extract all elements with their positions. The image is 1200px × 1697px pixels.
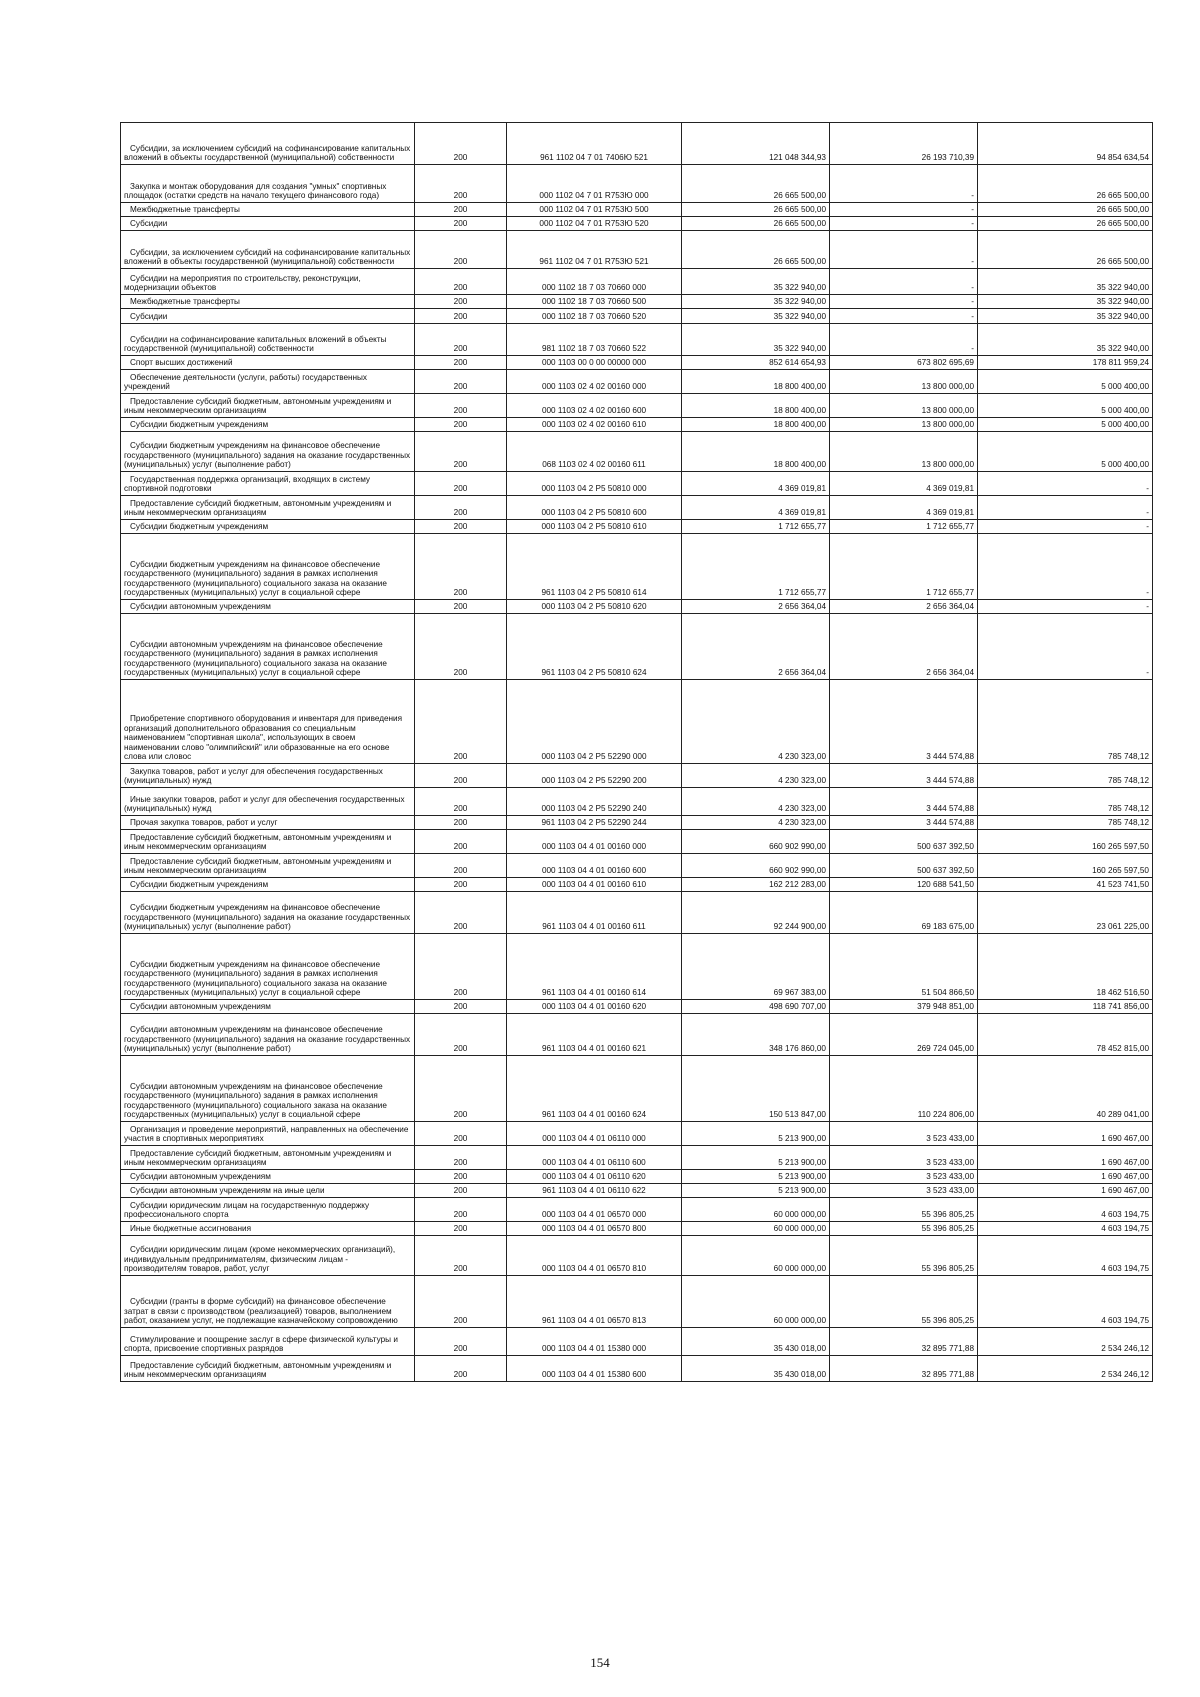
row-code-cell: 200: [415, 309, 507, 324]
row-executed-cell: 13 800 000,00: [830, 432, 978, 472]
row-unexecuted-cell: -: [978, 472, 1153, 496]
row-approved-cell: 60 000 000,00: [682, 1198, 830, 1222]
row-executed-cell: 55 396 805,25: [830, 1276, 978, 1328]
row-kbk-cell: 000 1103 02 4 02 00160 600: [507, 394, 682, 418]
row-kbk-cell: 961 1103 04 4 01 06110 622: [507, 1184, 682, 1198]
row-unexecuted-cell: 35 322 940,00: [978, 309, 1153, 324]
row-kbk-cell: 000 1103 02 4 02 00160 610: [507, 418, 682, 432]
row-unexecuted-cell: 41 523 741,50: [978, 878, 1153, 892]
row-unexecuted-cell: 178 811 959,24: [978, 356, 1153, 370]
row-approved-cell: 60 000 000,00: [682, 1276, 830, 1328]
table-row: [121, 1170, 1153, 1184]
row-name-cell: Субсидии на софинансирование капитальных вложений в объекты государственной (муниципальной) собственности: [121, 324, 415, 356]
row-name-cell: Субсидии бюджетным учреждениям: [121, 418, 415, 432]
table-row: [121, 123, 1153, 165]
row-executed-cell: 110 224 806,00: [830, 1056, 978, 1122]
table-row: [121, 356, 1153, 370]
row-unexecuted-cell: 5 000 400,00: [978, 394, 1153, 418]
row-approved-cell: 35 322 940,00: [682, 324, 830, 356]
row-unexecuted-cell: -: [978, 600, 1153, 614]
row-name-cell: Субсидии бюджетным учреждениям на финансовое обеспечение государственного (муниципального) задания в рамках исполнения государственного (муниципального) социального заказа на оказание государственных (муниципальных) услуг в социальной сфере: [121, 934, 415, 1000]
table-row: [121, 534, 1153, 600]
row-code-cell: 200: [415, 1236, 507, 1276]
row-executed-cell: 13 800 000,00: [830, 418, 978, 432]
row-unexecuted-cell: 18 462 516,50: [978, 934, 1153, 1000]
row-name-cell: Стимулирование и поощрение заслуг в сфере физической культуры и спорта, присвоение спортивных разрядов: [121, 1328, 415, 1356]
table-row: [121, 295, 1153, 309]
table-row: [121, 203, 1153, 217]
row-approved-cell: 121 048 344,93: [682, 123, 830, 165]
row-unexecuted-cell: 4 603 194,75: [978, 1236, 1153, 1276]
row-executed-cell: 4 369 019,81: [830, 472, 978, 496]
row-approved-cell: 4 230 323,00: [682, 788, 830, 816]
row-code-cell: 200: [415, 356, 507, 370]
row-approved-cell: 18 800 400,00: [682, 432, 830, 472]
row-name-cell: Иные закупки товаров, работ и услуг для обеспечения государственных (муниципальных) нужд: [121, 788, 415, 816]
table-row: [121, 1328, 1153, 1356]
row-code-cell: 200: [415, 496, 507, 520]
row-kbk-cell: 000 1102 04 7 01 R753Ю 000: [507, 165, 682, 203]
table-row: [121, 472, 1153, 496]
row-name-cell: Субсидии юридическим лицам на государственную поддержку профессионального спорта: [121, 1198, 415, 1222]
row-name-cell: Субсидии, за исключением субсидий на софинансирование капитальных вложений в объекты государственной (муниципальной) собственности: [121, 231, 415, 269]
row-executed-cell: 1 712 655,77: [830, 520, 978, 534]
row-code-cell: 200: [415, 1056, 507, 1122]
row-approved-cell: 2 656 364,04: [682, 600, 830, 614]
row-kbk-cell: 961 1103 04 4 01 00160 614: [507, 934, 682, 1000]
row-approved-cell: 348 176 860,00: [682, 1014, 830, 1056]
row-code-cell: 200: [415, 816, 507, 830]
row-approved-cell: 92 244 900,00: [682, 892, 830, 934]
row-code-cell: 200: [415, 534, 507, 600]
row-approved-cell: 1 712 655,77: [682, 534, 830, 600]
row-code-cell: 200: [415, 295, 507, 309]
row-approved-cell: 5 213 900,00: [682, 1170, 830, 1184]
table-row: [121, 1146, 1153, 1170]
row-name-cell: Предоставление субсидий бюджетным, автономным учреждениям и иным некоммерческим организациям: [121, 394, 415, 418]
row-kbk-cell: 000 1103 04 2 P5 52290 240: [507, 788, 682, 816]
row-kbk-cell: 000 1103 04 4 01 00160 600: [507, 854, 682, 878]
table-row: [121, 418, 1153, 432]
row-name-cell: Межбюджетные трансферты: [121, 295, 415, 309]
table-row: [121, 680, 1153, 764]
row-code-cell: 200: [415, 764, 507, 788]
row-approved-cell: 4 230 323,00: [682, 816, 830, 830]
row-name-cell: Предоставление субсидий бюджетным, автономным учреждениям и иным некоммерческим организациям: [121, 830, 415, 854]
row-executed-cell: 3 444 574,88: [830, 816, 978, 830]
row-executed-cell: -: [830, 269, 978, 295]
row-executed-cell: 3 523 433,00: [830, 1184, 978, 1198]
page-number: 154: [590, 1655, 610, 1670]
row-unexecuted-cell: 23 061 225,00: [978, 892, 1153, 934]
table-row: [121, 854, 1153, 878]
row-kbk-cell: 000 1103 04 2 P5 52290 200: [507, 764, 682, 788]
table-row: [121, 830, 1153, 854]
row-unexecuted-cell: 26 665 500,00: [978, 231, 1153, 269]
row-executed-cell: 26 193 710,39: [830, 123, 978, 165]
row-kbk-cell: 000 1103 04 4 01 06110 620: [507, 1170, 682, 1184]
row-kbk-cell: 000 1103 04 4 01 00160 620: [507, 1000, 682, 1014]
row-executed-cell: -: [830, 324, 978, 356]
row-executed-cell: 673 802 695,69: [830, 356, 978, 370]
row-name-cell: Субсидии бюджетным учреждениям на финансовое обеспечение государственного (муниципального) задания на оказание государственных (муниципальных) услуг (выполнение работ): [121, 432, 415, 472]
row-approved-cell: 2 656 364,04: [682, 614, 830, 680]
row-kbk-cell: 961 1103 04 4 01 00160 611: [507, 892, 682, 934]
row-unexecuted-cell: 785 748,12: [978, 764, 1153, 788]
table-row: [121, 394, 1153, 418]
row-approved-cell: 4 230 323,00: [682, 680, 830, 764]
budget-report-sheet: [120, 122, 1152, 1382]
row-name-cell: Субсидии, за исключением субсидий на софинансирование капитальных вложений в объекты государственной (муниципальной) собственности: [121, 123, 415, 165]
row-approved-cell: 660 902 990,00: [682, 830, 830, 854]
row-code-cell: 200: [415, 370, 507, 394]
row-kbk-cell: 981 1102 18 7 03 70660 522: [507, 324, 682, 356]
row-code-cell: 200: [415, 1276, 507, 1328]
row-executed-cell: -: [830, 231, 978, 269]
row-executed-cell: 32 895 771,88: [830, 1328, 978, 1356]
row-unexecuted-cell: 35 322 940,00: [978, 295, 1153, 309]
table-row: [121, 1222, 1153, 1236]
row-name-cell: Организация и проведение мероприятий, направленных на обеспечение участия в спортивных мероприятиях: [121, 1122, 415, 1146]
row-executed-cell: 269 724 045,00: [830, 1014, 978, 1056]
row-kbk-cell: 000 1103 04 2 P5 50810 000: [507, 472, 682, 496]
row-kbk-cell: 068 1103 02 4 02 00160 611: [507, 432, 682, 472]
row-executed-cell: 500 637 392,50: [830, 854, 978, 878]
row-approved-cell: 35 430 018,00: [682, 1328, 830, 1356]
row-name-cell: Субсидии автономным учреждениям на иные цели: [121, 1184, 415, 1198]
row-name-cell: Обеспечение деятельности (услуги, работы) государственных учреждений: [121, 370, 415, 394]
row-unexecuted-cell: 4 603 194,75: [978, 1276, 1153, 1328]
table-row: [121, 1276, 1153, 1328]
row-executed-cell: 1 712 655,77: [830, 534, 978, 600]
table-row: [121, 231, 1153, 269]
row-approved-cell: 18 800 400,00: [682, 418, 830, 432]
row-code-cell: 200: [415, 1222, 507, 1236]
row-approved-cell: 69 967 383,00: [682, 934, 830, 1000]
row-unexecuted-cell: 5 000 400,00: [978, 370, 1153, 394]
row-approved-cell: 498 690 707,00: [682, 1000, 830, 1014]
table-row: [121, 788, 1153, 816]
row-name-cell: Закупка и монтаж оборудования для создания "умных" спортивных площадок (остатки средств на начало текущего финансового года): [121, 165, 415, 203]
row-unexecuted-cell: -: [978, 496, 1153, 520]
row-approved-cell: 150 513 847,00: [682, 1056, 830, 1122]
table-row: [121, 878, 1153, 892]
row-approved-cell: 60 000 000,00: [682, 1236, 830, 1276]
row-kbk-cell: 961 1103 04 2 P5 52290 244: [507, 816, 682, 830]
row-unexecuted-cell: -: [978, 520, 1153, 534]
row-executed-cell: 379 948 851,00: [830, 1000, 978, 1014]
row-approved-cell: 4 230 323,00: [682, 764, 830, 788]
row-unexecuted-cell: 4 603 194,75: [978, 1198, 1153, 1222]
row-name-cell: Прочая закупка товаров, работ и услуг: [121, 816, 415, 830]
row-kbk-cell: 961 1103 04 4 01 06570 813: [507, 1276, 682, 1328]
row-executed-cell: 51 504 866,50: [830, 934, 978, 1000]
row-unexecuted-cell: 1 690 467,00: [978, 1122, 1153, 1146]
row-kbk-cell: 961 1102 04 7 01 R753Ю 521: [507, 231, 682, 269]
row-code-cell: 200: [415, 231, 507, 269]
row-executed-cell: 2 656 364,04: [830, 600, 978, 614]
row-name-cell: Субсидии (гранты в форме субсидий) на финансовое обеспечение затрат в связи с производством (реализацией) товаров, выполнением работ, оказанием услуг, не подлежащие казначейскому сопровождению: [121, 1276, 415, 1328]
row-name-cell: Предоставление субсидий бюджетным, автономным учреждениям и иным некоммерческим организациям: [121, 496, 415, 520]
row-code-cell: 200: [415, 418, 507, 432]
row-name-cell: Субсидии автономным учреждениям на финансовое обеспечение государственного (муниципального) задания в рамках исполнения государственного (муниципального) социального заказа на оказание государственных (муниципальных) услуг в социальной сфере: [121, 1056, 415, 1122]
row-name-cell: Иные бюджетные ассигнования: [121, 1222, 415, 1236]
row-name-cell: Межбюджетные трансферты: [121, 203, 415, 217]
row-code-cell: 200: [415, 1122, 507, 1146]
row-name-cell: Спорт высших достижений: [121, 356, 415, 370]
row-kbk-cell: 000 1103 04 4 01 15380 600: [507, 1356, 682, 1382]
row-executed-cell: 500 637 392,50: [830, 830, 978, 854]
row-kbk-cell: 961 1102 04 7 01 7406Ю 521: [507, 123, 682, 165]
row-approved-cell: 26 665 500,00: [682, 165, 830, 203]
row-executed-cell: 3 523 433,00: [830, 1122, 978, 1146]
row-name-cell: Государственная поддержка организаций, входящих в систему спортивной подготовки: [121, 472, 415, 496]
row-kbk-cell: 000 1103 04 4 01 06110 000: [507, 1122, 682, 1146]
row-code-cell: 200: [415, 472, 507, 496]
row-kbk-cell: 000 1103 04 4 01 06570 800: [507, 1222, 682, 1236]
row-code-cell: 200: [415, 1014, 507, 1056]
row-executed-cell: 120 688 541,50: [830, 878, 978, 892]
row-unexecuted-cell: 118 741 856,00: [978, 1000, 1153, 1014]
row-name-cell: Субсидии бюджетным учреждениям: [121, 878, 415, 892]
budget-execution-table: [120, 122, 1153, 1382]
row-name-cell: Субсидии: [121, 217, 415, 231]
row-unexecuted-cell: 26 665 500,00: [978, 217, 1153, 231]
row-executed-cell: 55 396 805,25: [830, 1198, 978, 1222]
table-row: [121, 520, 1153, 534]
row-kbk-cell: 000 1103 04 2 P5 50810 610: [507, 520, 682, 534]
row-kbk-cell: 000 1103 02 4 02 00160 000: [507, 370, 682, 394]
row-code-cell: 200: [415, 432, 507, 472]
row-name-cell: Субсидии автономным учреждениям: [121, 1170, 415, 1184]
table-row: [121, 324, 1153, 356]
row-unexecuted-cell: 26 665 500,00: [978, 165, 1153, 203]
row-name-cell: Субсидии на мероприятия по строительству, реконструкции, модернизации объектов: [121, 269, 415, 295]
table-row: [121, 370, 1153, 394]
row-name-cell: Субсидии юридическим лицам (кроме некоммерческих организаций), индивидуальным предпринимателям, физическим лицам - производителям товаров, работ, услуг: [121, 1236, 415, 1276]
row-kbk-cell: 961 1103 04 4 01 00160 621: [507, 1014, 682, 1056]
row-name-cell: Закупка товаров, работ и услуг для обеспечения государственных (муниципальных) нужд: [121, 764, 415, 788]
row-unexecuted-cell: -: [978, 614, 1153, 680]
row-unexecuted-cell: 40 289 041,00: [978, 1056, 1153, 1122]
table-row: [121, 1014, 1153, 1056]
row-name-cell: Субсидии автономным учреждениям на финансовое обеспечение государственного (муниципального) задания в рамках исполнения государственного (муниципального) социального заказа на оказание государственных (муниципальных) услуг в социальной сфере: [121, 614, 415, 680]
row-kbk-cell: 000 1103 04 4 01 06570 000: [507, 1198, 682, 1222]
row-unexecuted-cell: 160 265 597,50: [978, 830, 1153, 854]
table-row: [121, 764, 1153, 788]
row-unexecuted-cell: 785 748,12: [978, 816, 1153, 830]
row-kbk-cell: 000 1102 04 7 01 R753Ю 520: [507, 217, 682, 231]
row-unexecuted-cell: 26 665 500,00: [978, 203, 1153, 217]
row-executed-cell: -: [830, 203, 978, 217]
row-executed-cell: 4 369 019,81: [830, 496, 978, 520]
table-row: [121, 600, 1153, 614]
row-kbk-cell: 000 1103 04 4 01 00160 000: [507, 830, 682, 854]
row-kbk-cell: 961 1103 04 2 P5 50810 624: [507, 614, 682, 680]
row-executed-cell: -: [830, 165, 978, 203]
table-row: [121, 1356, 1153, 1382]
row-approved-cell: 18 800 400,00: [682, 394, 830, 418]
row-name-cell: Субсидии бюджетным учреждениям: [121, 520, 415, 534]
row-executed-cell: 3 523 433,00: [830, 1146, 978, 1170]
row-executed-cell: 69 183 675,00: [830, 892, 978, 934]
row-kbk-cell: 000 1103 00 0 00 00000 000: [507, 356, 682, 370]
row-name-cell: Субсидии автономным учреждениям: [121, 1000, 415, 1014]
table-row: [121, 1198, 1153, 1222]
row-approved-cell: 35 430 018,00: [682, 1356, 830, 1382]
row-executed-cell: 3 523 433,00: [830, 1170, 978, 1184]
row-code-cell: 200: [415, 1356, 507, 1382]
row-approved-cell: 18 800 400,00: [682, 370, 830, 394]
row-kbk-cell: 000 1103 04 2 P5 50810 620: [507, 600, 682, 614]
row-name-cell: Предоставление субсидий бюджетным, автономным учреждениям и иным некоммерческим организациям: [121, 1146, 415, 1170]
row-unexecuted-cell: 1 690 467,00: [978, 1146, 1153, 1170]
row-code-cell: 200: [415, 934, 507, 1000]
row-approved-cell: 35 322 940,00: [682, 269, 830, 295]
row-unexecuted-cell: 1 690 467,00: [978, 1184, 1153, 1198]
row-executed-cell: 3 444 574,88: [830, 680, 978, 764]
table-row: [121, 217, 1153, 231]
row-code-cell: 200: [415, 680, 507, 764]
row-kbk-cell: 000 1102 04 7 01 R753Ю 500: [507, 203, 682, 217]
row-executed-cell: 3 444 574,88: [830, 764, 978, 788]
row-kbk-cell: 000 1103 04 2 P5 50810 600: [507, 496, 682, 520]
row-approved-cell: 4 369 019,81: [682, 472, 830, 496]
row-approved-cell: 4 369 019,81: [682, 496, 830, 520]
row-approved-cell: 852 614 654,93: [682, 356, 830, 370]
row-name-cell: Субсидии бюджетным учреждениям на финансовое обеспечение государственного (муниципального) задания на оказание государственных (муниципальных) услуг (выполнение работ): [121, 892, 415, 934]
row-unexecuted-cell: 160 265 597,50: [978, 854, 1153, 878]
table-row: [121, 1122, 1153, 1146]
row-kbk-cell: 000 1103 04 4 01 06570 810: [507, 1236, 682, 1276]
row-executed-cell: 55 396 805,25: [830, 1222, 978, 1236]
row-unexecuted-cell: 78 452 815,00: [978, 1014, 1153, 1056]
row-executed-cell: 13 800 000,00: [830, 370, 978, 394]
row-code-cell: 200: [415, 892, 507, 934]
table-row: [121, 309, 1153, 324]
row-approved-cell: 5 213 900,00: [682, 1184, 830, 1198]
row-code-cell: 200: [415, 394, 507, 418]
row-executed-cell: 32 895 771,88: [830, 1356, 978, 1382]
row-code-cell: 200: [415, 1328, 507, 1356]
row-approved-cell: 26 665 500,00: [682, 203, 830, 217]
row-code-cell: 200: [415, 203, 507, 217]
table-row: [121, 496, 1153, 520]
table-row: [121, 816, 1153, 830]
row-kbk-cell: 961 1103 04 2 P5 50810 614: [507, 534, 682, 600]
row-unexecuted-cell: 785 748,12: [978, 788, 1153, 816]
row-name-cell: Приобретение спортивного оборудования и инвентаря для приведения организаций дополнительного образования со специальным наименованием "спортивная школа", использующих в своем наименовании слово "олимпийский" или образованные на его основе слова или словос: [121, 680, 415, 764]
table-row: [121, 165, 1153, 203]
row-approved-cell: 26 665 500,00: [682, 217, 830, 231]
table-row: [121, 1056, 1153, 1122]
row-executed-cell: 3 444 574,88: [830, 788, 978, 816]
row-name-cell: Субсидии автономным учреждениям: [121, 600, 415, 614]
table-row: [121, 432, 1153, 472]
row-unexecuted-cell: 5 000 400,00: [978, 418, 1153, 432]
row-executed-cell: 2 656 364,04: [830, 614, 978, 680]
table-row: [121, 614, 1153, 680]
row-code-cell: 200: [415, 614, 507, 680]
table-row: [121, 1236, 1153, 1276]
row-kbk-cell: 000 1103 04 4 01 15380 000: [507, 1328, 682, 1356]
table-body: [121, 123, 1153, 1382]
row-approved-cell: 35 322 940,00: [682, 295, 830, 309]
table-row: [121, 269, 1153, 295]
row-code-cell: 200: [415, 878, 507, 892]
row-unexecuted-cell: -: [978, 534, 1153, 600]
row-executed-cell: -: [830, 295, 978, 309]
row-kbk-cell: 000 1102 18 7 03 70660 520: [507, 309, 682, 324]
table-row: [121, 1000, 1153, 1014]
row-approved-cell: 5 213 900,00: [682, 1146, 830, 1170]
row-executed-cell: 55 396 805,25: [830, 1236, 978, 1276]
row-code-cell: 200: [415, 1198, 507, 1222]
row-kbk-cell: 000 1103 04 4 01 00160 610: [507, 878, 682, 892]
row-approved-cell: 5 213 900,00: [682, 1122, 830, 1146]
row-kbk-cell: 000 1103 04 2 P5 52290 000: [507, 680, 682, 764]
row-executed-cell: 13 800 000,00: [830, 394, 978, 418]
row-unexecuted-cell: 1 690 467,00: [978, 1170, 1153, 1184]
row-executed-cell: -: [830, 217, 978, 231]
table-row: [121, 1184, 1153, 1198]
row-code-cell: 200: [415, 165, 507, 203]
row-code-cell: 200: [415, 1170, 507, 1184]
row-kbk-cell: 000 1102 18 7 03 70660 500: [507, 295, 682, 309]
row-approved-cell: 26 665 500,00: [682, 231, 830, 269]
row-unexecuted-cell: 785 748,12: [978, 680, 1153, 764]
row-code-cell: 200: [415, 324, 507, 356]
row-approved-cell: 1 712 655,77: [682, 520, 830, 534]
row-kbk-cell: 961 1103 04 4 01 00160 624: [507, 1056, 682, 1122]
row-kbk-cell: 000 1102 18 7 03 70660 000: [507, 269, 682, 295]
row-name-cell: Предоставление субсидий бюджетным, автономным учреждениям и иным некоммерческим организациям: [121, 1356, 415, 1382]
row-unexecuted-cell: 94 854 634,54: [978, 123, 1153, 165]
row-code-cell: 200: [415, 269, 507, 295]
row-executed-cell: -: [830, 309, 978, 324]
row-code-cell: 200: [415, 520, 507, 534]
row-code-cell: 200: [415, 854, 507, 878]
row-unexecuted-cell: 4 603 194,75: [978, 1222, 1153, 1236]
row-approved-cell: 35 322 940,00: [682, 309, 830, 324]
row-name-cell: Субсидии автономным учреждениям на финансовое обеспечение государственного (муниципального) задания на оказание государственных (муниципальных) услуг (выполнение работ): [121, 1014, 415, 1056]
row-approved-cell: 162 212 283,00: [682, 878, 830, 892]
row-unexecuted-cell: 35 322 940,00: [978, 269, 1153, 295]
row-approved-cell: 660 902 990,00: [682, 854, 830, 878]
row-code-cell: 200: [415, 1184, 507, 1198]
row-code-cell: 200: [415, 1000, 507, 1014]
row-code-cell: 200: [415, 217, 507, 231]
row-code-cell: 200: [415, 788, 507, 816]
row-unexecuted-cell: 5 000 400,00: [978, 432, 1153, 472]
row-name-cell: Субсидии бюджетным учреждениям на финансовое обеспечение государственного (муниципального) задания в рамках исполнения государственного (муниципального) социального заказа на оказание государственных (муниципальных) услуг в социальной сфере: [121, 534, 415, 600]
row-unexecuted-cell: 2 534 246,12: [978, 1328, 1153, 1356]
row-name-cell: Субсидии: [121, 309, 415, 324]
row-code-cell: 200: [415, 830, 507, 854]
row-code-cell: 200: [415, 1146, 507, 1170]
row-kbk-cell: 000 1103 04 4 01 06110 600: [507, 1146, 682, 1170]
table-row: [121, 892, 1153, 934]
row-approved-cell: 60 000 000,00: [682, 1222, 830, 1236]
row-unexecuted-cell: 2 534 246,12: [978, 1356, 1153, 1382]
row-code-cell: 200: [415, 123, 507, 165]
row-name-cell: Предоставление субсидий бюджетным, автономным учреждениям и иным некоммерческим организациям: [121, 854, 415, 878]
row-code-cell: 200: [415, 600, 507, 614]
row-unexecuted-cell: 35 322 940,00: [978, 324, 1153, 356]
table-row: [121, 934, 1153, 1000]
